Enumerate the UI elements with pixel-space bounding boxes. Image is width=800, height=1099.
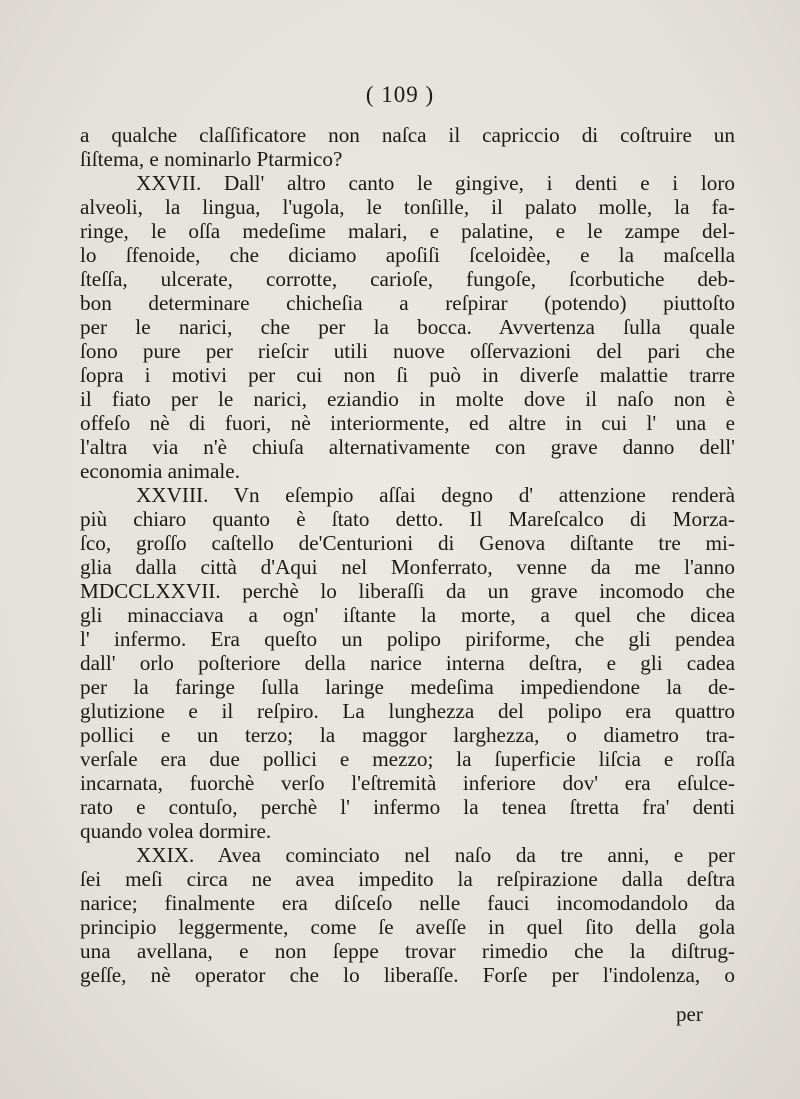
text-line: una avellana, e non ſeppe trovar rimedio che la diſtrug- bbox=[80, 939, 735, 963]
text-line: dall' orlo poſteriore della narice interna deſtra, e gli cadea bbox=[80, 651, 735, 675]
text-line: ſteſſa, ulcerate, corrotte, carioſe, fungoſe, ſcorbutiche deb- bbox=[80, 267, 735, 291]
text-line: principio leggermente, come ſe aveſſe in quel ſito della gola bbox=[80, 915, 735, 939]
text-line: ſco, groſſo caſtello de'Centurioni di Genova diſtante tre mi- bbox=[80, 531, 735, 555]
page-number: ( 109 ) bbox=[365, 82, 435, 107]
text-line: gli minacciava a ogn' iſtante la morte, a quel che dicea bbox=[80, 603, 735, 627]
text-line: MDCCLXXVII. perchè lo liberaſſi da un grave incomodo che bbox=[80, 579, 735, 603]
text-line: l'altra via n'è chiuſa alternativamente con grave danno dell' bbox=[80, 435, 735, 459]
text-line: più chiaro quanto è ſtato detto. Il Mareſcalco di Morza- bbox=[80, 507, 735, 531]
text-line: lo ſfenoide, che diciamo apoſiſi ſceloidèe, e la maſcella bbox=[80, 243, 735, 267]
text-line: XXVII. Dall' altro canto le gingive, i denti e i loro bbox=[136, 171, 735, 195]
text-line: alveoli, la lingua, l'ugola, le tonſille, il palato molle, la fa- bbox=[80, 195, 735, 219]
catchword: per bbox=[676, 1002, 703, 1026]
text-line: per le narici, che per la bocca. Avvertenza ſulla quale bbox=[80, 315, 735, 339]
text-line: geſſe, nè operator che lo liberaſſe. Forſe per l'indolenza, o bbox=[80, 963, 735, 987]
text-line: ſopra i motivi per cui non ſi può in diverſe malattie trarre bbox=[80, 363, 735, 387]
text-line: ringe, le oſſa medeſime malari, e palatine, e le zampe del- bbox=[80, 219, 735, 243]
text-line: pollici e un terzo; la maggor larghezza, o diametro tra- bbox=[80, 723, 735, 747]
text-line: l' infermo. Era queſto un polipo piriforme, che gli pendea bbox=[80, 627, 735, 651]
text-line: glutizione e il reſpiro. La lunghezza del polipo era quattro bbox=[80, 699, 735, 723]
text-line: bon determinare chicheſia a reſpirar (potendo) piuttoſto bbox=[80, 291, 735, 315]
text-line: ſei meſi circa ne avea impedito la reſpirazione dalla deſtra bbox=[80, 867, 735, 891]
text-line: ſiſtema, e nominarlo Ptarmico? bbox=[80, 147, 343, 171]
text-line: economia animale. bbox=[80, 459, 241, 483]
text-line: verſale era due pollici e mezzo; la ſuperficie liſcia e roſſa bbox=[80, 747, 735, 771]
text-line: rato e contuſo, perchè l' infermo la tenea ſtretta fra' denti bbox=[80, 795, 735, 819]
text-line: offeſo nè di fuori, nè interiormente, ed altre in cui l' una e bbox=[80, 411, 735, 435]
text-line: a qualche claſſificatore non naſca il capriccio di coſtruire un bbox=[80, 123, 735, 147]
body-text bbox=[80, 123, 735, 987]
text-line: ſono pure per rieſcir utili nuove oſſervazioni del pari che bbox=[80, 339, 735, 363]
text-line: XXIX. Avea cominciato nel naſo da tre anni, e per bbox=[136, 843, 735, 867]
text-line: glia dalla città d'Aqui nel Monferrato, venne da me l'anno bbox=[80, 555, 735, 579]
text-line: per la faringe ſulla laringe medeſima impediendone la de- bbox=[80, 675, 735, 699]
text-line: incarnata, fuorchè verſo l'eſtremità inferiore dov' era eſulce- bbox=[80, 771, 735, 795]
text-line: narice; finalmente era diſceſo nelle fauci incomodandolo da bbox=[80, 891, 735, 915]
text-line: XXVIII. Vn eſempio aſſai degno d' attenzione renderà bbox=[136, 483, 735, 507]
text-line: quando volea dormire. bbox=[80, 819, 272, 843]
text-line: il fiato per le narici, eziandio in molte dove il naſo non è bbox=[80, 387, 735, 411]
